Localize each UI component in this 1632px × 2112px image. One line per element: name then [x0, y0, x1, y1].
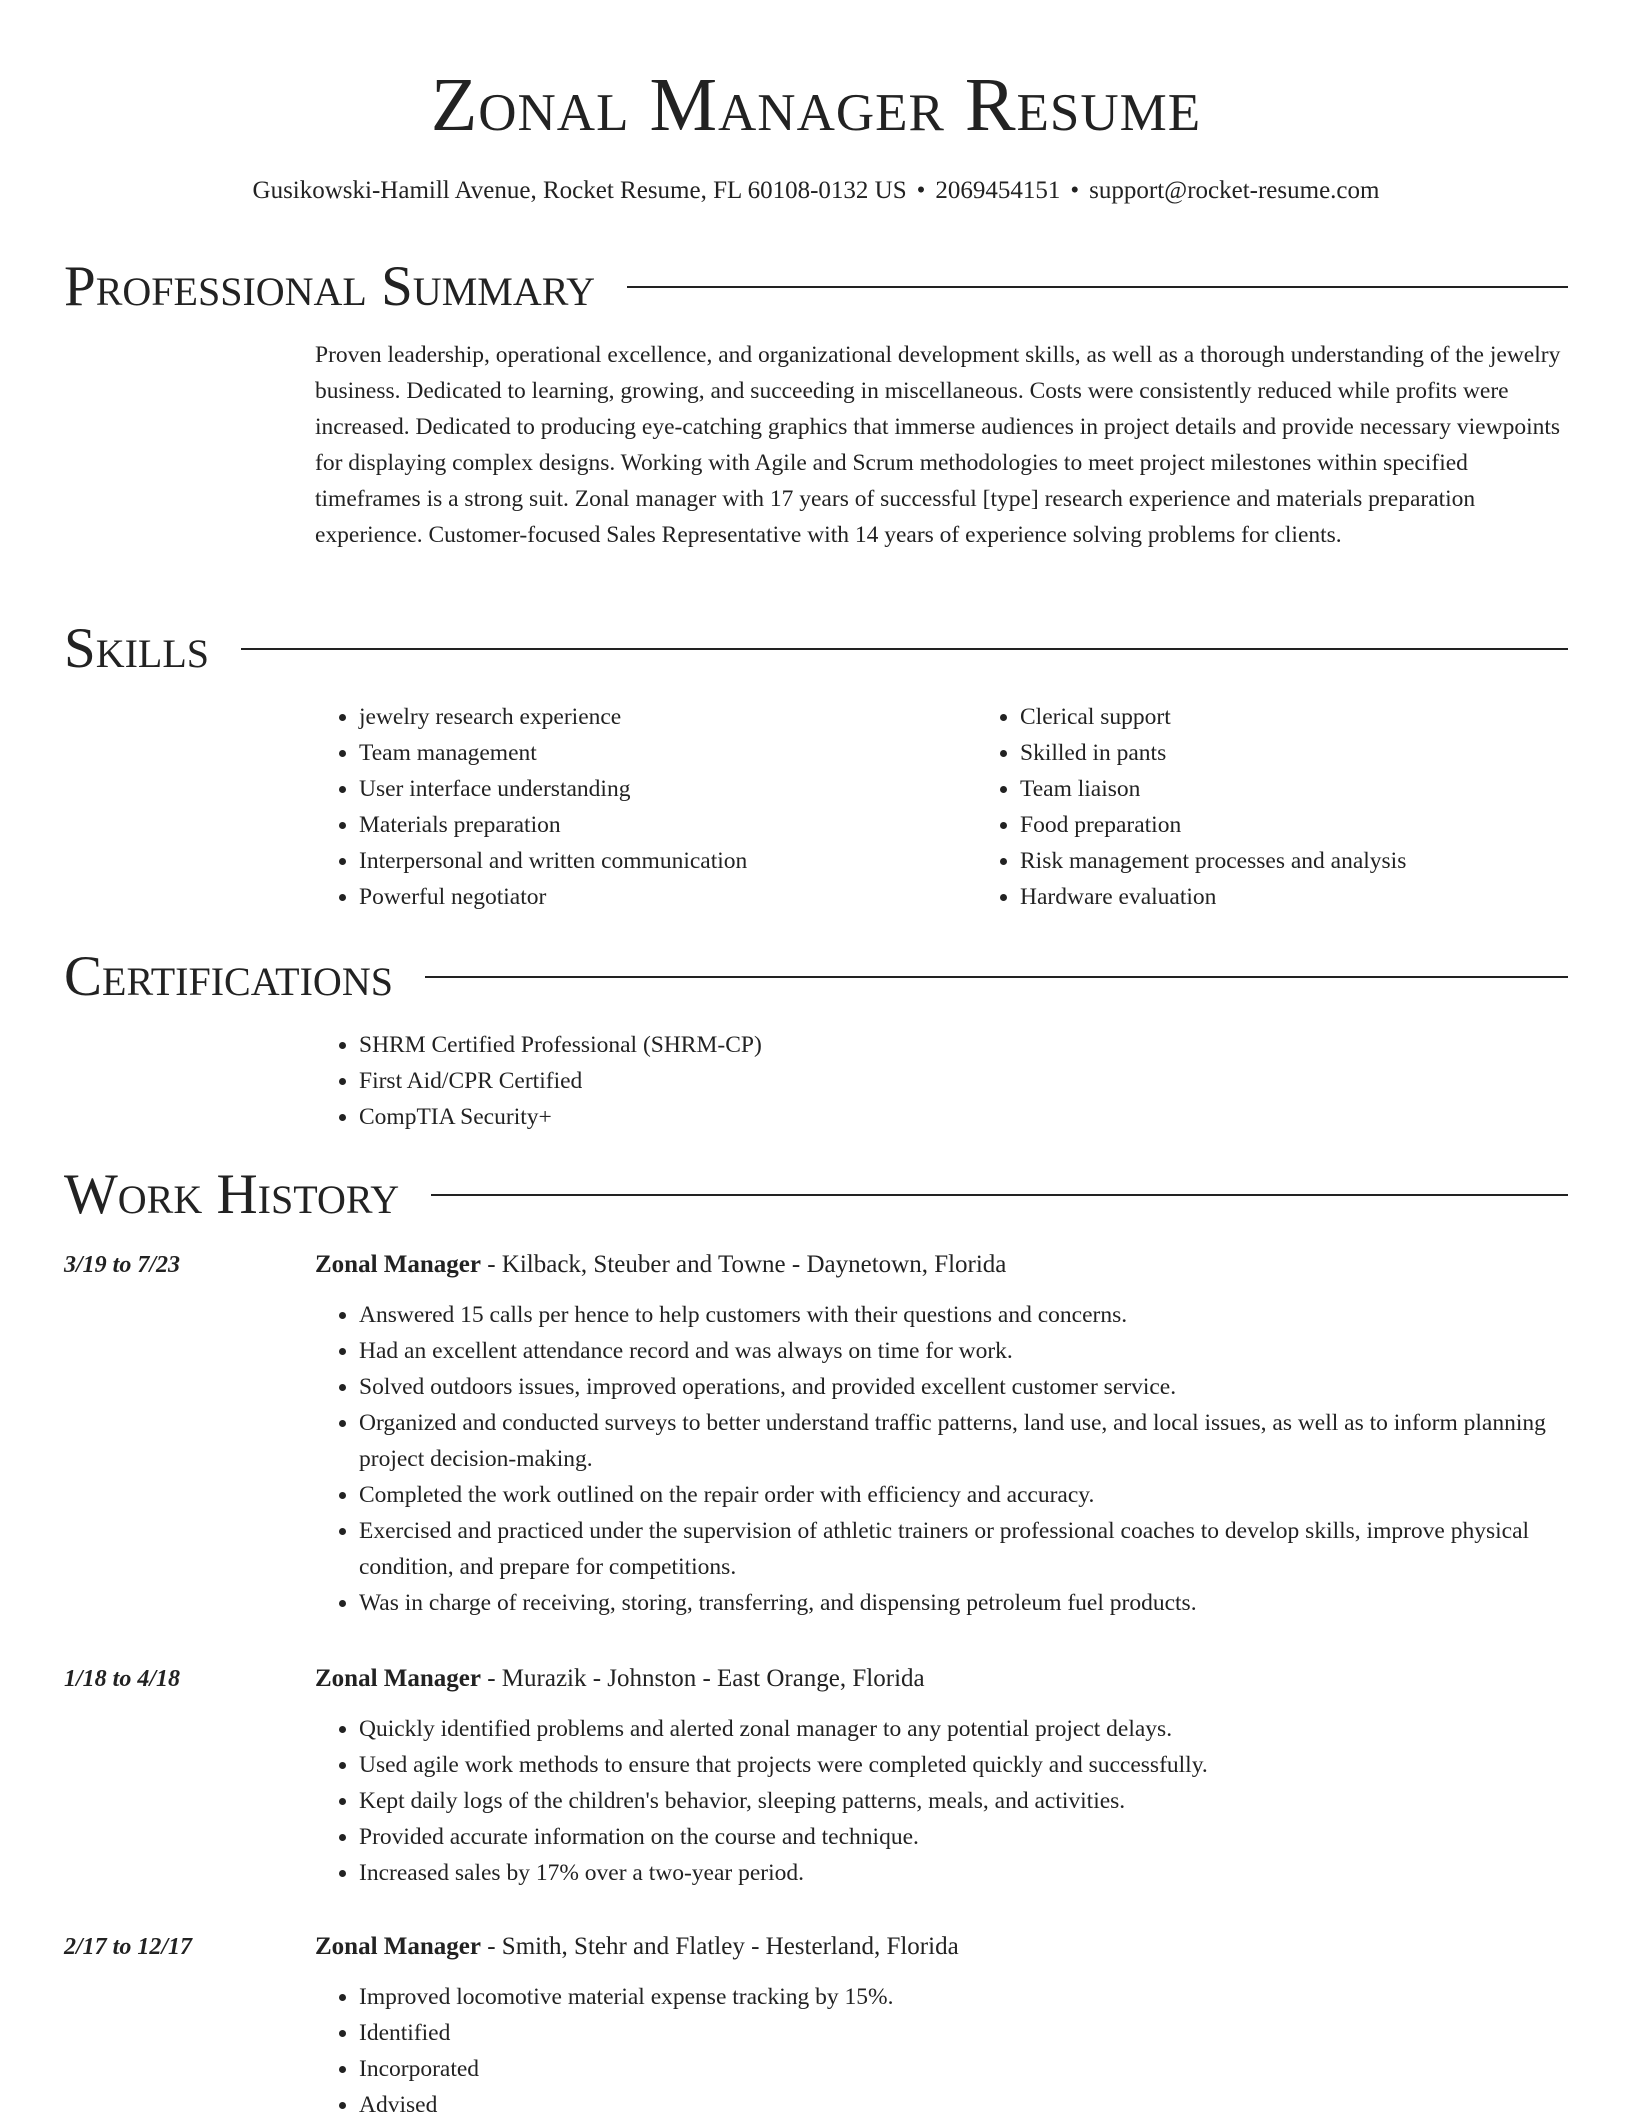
summary-block [315, 337, 1568, 553]
certification-item: • First Aid/CPR Certified [359, 1063, 1568, 1099]
job-bullet: • Used agile work methods to ensure that projects were completed quickly and successfully. [359, 1747, 1568, 1783]
contact-line [0, 174, 1632, 208]
section-title-summary: Professional Summary [64, 255, 596, 318]
section-divider [425, 976, 1568, 978]
skill-item: • Food preparation [1020, 807, 1632, 843]
skill-item: • Clerical support [1020, 699, 1632, 735]
job-bullet: • Kept daily logs of the children's behavior, sleeping patterns, meals, and activities. [359, 1783, 1568, 1819]
skill-item: • Team liaison [1020, 771, 1632, 807]
skill-item: • Interpersonal and written communication [359, 843, 976, 879]
contact-email: support@rocket-resume.com [1089, 177, 1380, 204]
certifications-list [315, 1027, 1568, 1135]
job-bullet: • Exercised and practiced under the supervision of athletic trainers or professional coaches to develop skills, improve physical condition, and prepare for competitions. [359, 1513, 1568, 1585]
job-entry [315, 1247, 1568, 1621]
skill-item: • jewelry research experience [359, 699, 976, 735]
section-header-summary [64, 252, 1568, 322]
skills-column-right [976, 699, 1632, 915]
section-header-certifications [64, 942, 1568, 1012]
section-title-certifications: Certifications [64, 945, 393, 1008]
job-dates: 3/19 to 7/23 [64, 1252, 181, 1278]
job-role: Zonal Manager [315, 1665, 481, 1692]
skill-item: • Risk management processes and analysis [1020, 843, 1632, 879]
resume-title: Zonal Manager Resume [430, 63, 1202, 147]
job-bullet: • Organized and conducted surveys to better understand traffic patterns, land use, and local issues, as well as to inform planning project decision-making. [359, 1405, 1568, 1477]
job-entry [315, 1929, 1568, 2112]
job-entry [315, 1661, 1568, 1891]
section-divider [627, 286, 1568, 288]
section-header-work-history [64, 1160, 1568, 1230]
job-bullet: • Completed the work outlined on the repair order with efficiency and accuracy. [359, 1477, 1568, 1513]
skills-column-left [315, 699, 976, 915]
skills-list [315, 699, 1568, 915]
job-bullets [315, 1297, 1568, 1621]
job-bullet: • Advised [359, 2087, 1568, 2112]
job-employer-location: - Murazik - Johnston - East Orange, Florida [480, 1665, 925, 1692]
contact-separator: • [1070, 177, 1080, 204]
job-bullet: • Answered 15 calls per hence to help customers with their questions and concerns. [359, 1297, 1568, 1333]
job-bullet: • Increased sales by 17% over a two-year period. [359, 1855, 1568, 1891]
skill-item: • Powerful negotiator [359, 879, 976, 915]
job-employer-location: - Smith, Stehr and Flatley - Hesterland, Florida [480, 1933, 959, 1960]
job-employer-location: - Kilback, Steuber and Towne - Daynetown, Florida [480, 1251, 1007, 1278]
contact-address: Gusikowski-Hamill Avenue, Rocket Resume, FL 60108-0132 US [252, 177, 907, 204]
job-heading [315, 1929, 1568, 1965]
section-divider [431, 1194, 1568, 1196]
job-bullet: • Incorporated [359, 2051, 1568, 2087]
skill-item: • Skilled in pants [1020, 735, 1632, 771]
job-bullet: • Had an excellent attendance record and was always on time for work. [359, 1333, 1568, 1369]
job-bullet: • Provided accurate information on the course and technique. [359, 1819, 1568, 1855]
job-role: Zonal Manager [315, 1933, 481, 1960]
job-bullet: • Solved outdoors issues, improved operations, and provided excellent customer service. [359, 1369, 1568, 1405]
job-bullet: • Identified [359, 2015, 1568, 2051]
job-bullet: • Improved locomotive material expense tracking by 15%. [359, 1979, 1568, 2015]
skill-item: • Hardware evaluation [1020, 879, 1632, 915]
section-title-work-history: Work History [64, 1163, 400, 1226]
skill-item: • Team management [359, 735, 976, 771]
job-heading [315, 1247, 1568, 1283]
certification-item: • SHRM Certified Professional (SHRM-CP) [359, 1027, 1568, 1063]
job-bullets [315, 1711, 1568, 1891]
job-dates: 1/18 to 4/18 [64, 1666, 181, 1692]
job-dates: 2/17 to 12/17 [64, 1934, 193, 1960]
contact-phone: 2069454151 [935, 177, 1061, 204]
section-title-skills: Skills [64, 617, 210, 680]
certification-item: • CompTIA Security+ [359, 1099, 1568, 1135]
job-heading [315, 1661, 1568, 1697]
job-role: Zonal Manager [315, 1251, 481, 1278]
section-header-skills [64, 614, 1568, 684]
skill-item: • Materials preparation [359, 807, 976, 843]
skill-item: • User interface understanding [359, 771, 976, 807]
job-bullet: • Was in charge of receiving, storing, transferring, and dispensing petroleum fuel products. [359, 1585, 1568, 1621]
job-bullet: • Quickly identified problems and alerted zonal manager to any potential project delays. [359, 1711, 1568, 1747]
section-divider [241, 648, 1568, 650]
contact-separator: • [916, 177, 926, 204]
job-bullets [315, 1979, 1568, 2112]
summary-text: Proven leadership, operational excellence, and organizational development skills, as well as a thorough understanding of the jewelry business. Dedicated to learning, growing, and succeeding in miscellaneous. Costs were consistently reduced while profits were increased. Dedicated to producing eye-catching graphics that immerse audiences in project details and provide necessary viewpoints for displaying complex designs. Working with Agile and Scrum methodologies to meet project milestones within specified timeframes is a strong suit. Zonal manager with 17 years of successful [type] research experience and materials preparation experience. Customer-focused Sales Representative with 14 years of experience solving problems for clients. [315, 342, 1561, 548]
